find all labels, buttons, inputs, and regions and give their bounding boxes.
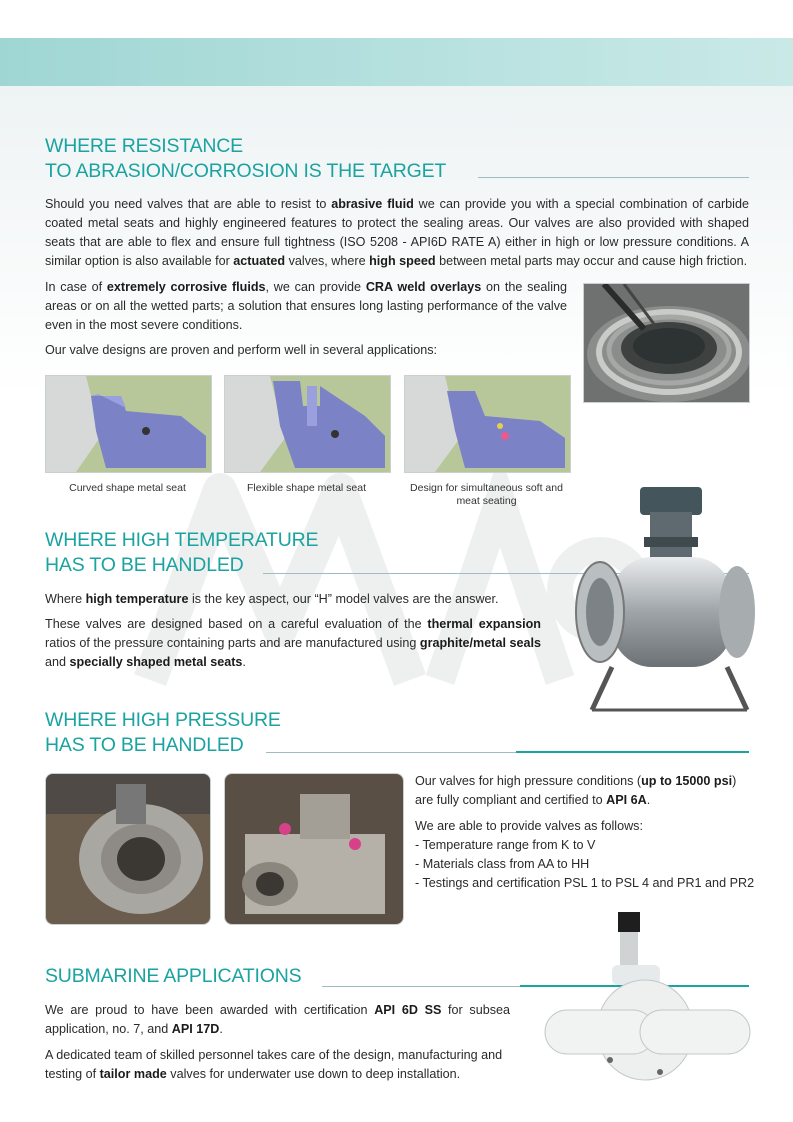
- temperature-paragraph-1: Where high temperature is the key aspect, our “H” model valves are the answer.: [45, 592, 499, 606]
- title-rule: [322, 986, 520, 987]
- section-title-pressure: WHERE HIGH PRESSURE HAS TO BE HANDLED: [45, 709, 281, 756]
- section-title-submarine: SUBMARINE APPLICATIONS: [45, 965, 302, 987]
- curved-seat-diagram: [45, 375, 212, 473]
- submarine-paragraph-2: A dedicated team of skilled personnel takes care of the design, manufacturing and testing of tailor made valves for underwater use down to deep installation.: [45, 1048, 503, 1081]
- list-item: - Materials class from AA to HH: [415, 855, 765, 874]
- pressure-paragraph-2: We are able to provide valves as follows:: [415, 819, 643, 833]
- soft-metal-seat-diagram: [404, 375, 571, 473]
- section-title-temperature: WHERE HIGH TEMPERATURE HAS TO BE HANDLED: [45, 529, 319, 576]
- flexible-seat-diagram: [224, 375, 391, 473]
- caption-flexible-seat: Flexible shape metal seat: [246, 482, 367, 494]
- high-temperature-valve-image: [572, 482, 757, 712]
- pressure-capabilities-list: [415, 836, 765, 893]
- subsea-valve-image: [540, 910, 755, 1082]
- header-band: [0, 38, 793, 86]
- abrasion-paragraph-1: Should you need valves that are able to resist to abrasive fluid we can provide you with a special combination of carbide coated metal seats and highly engineered features to protect the sealing areas. Our valves are also provided with shaped seats that are able to flex and ensure full tightness (ISO 5208 - API6D RATE A) either in high or low pressure conditions. A similar option is also available for actuated valves, where high speed between metal parts may occur and cause high friction.: [45, 197, 749, 268]
- title-rule: [478, 177, 749, 178]
- weld-overlay-photo: [583, 283, 750, 403]
- temperature-paragraph-2: These valves are designed based on a careful evaluation of the thermal expansion ratios of the pressure containing parts and are manufactured using graphite/metal seals and specially shaped metal seats.: [45, 617, 542, 669]
- section-title-abrasion: WHERE RESISTANCE TO ABRASION/CORROSION IS THE TARGET: [45, 135, 447, 182]
- title-rule-accent: [516, 751, 749, 753]
- high-pressure-valve-photo-1: [45, 773, 211, 925]
- high-pressure-valve-photo-2: [224, 773, 404, 925]
- abrasion-paragraph-2: In case of extremely corrosive fluids, we can provide CRA weld overlays on the sealing areas or on all the wetted parts; a solution that ensures long lasting performance of the valve even in the most severe conditions.: [45, 280, 568, 332]
- abrasion-paragraph-3: Our valve designs are proven and perform well in several applications:: [45, 343, 438, 357]
- title-rule: [266, 752, 516, 753]
- list-item: - Testings and certification PSL 1 to PSL 4 and PR1 and PR2: [415, 874, 765, 893]
- caption-soft-metal-seat: Design for simultaneous soft and meat seating: [410, 482, 563, 507]
- submarine-paragraph-1: We are proud to have been awarded with certification API 6D SS for subsea application, no. 7, and API 17D.: [45, 1003, 511, 1036]
- list-item: - Temperature range from K to V: [415, 836, 765, 855]
- pressure-paragraph-1: Our valves for high pressure conditions (up to 15000 psi) are fully compliant and certified to API 6A.: [415, 774, 737, 807]
- caption-curved-seat: Curved shape metal seat: [69, 482, 186, 494]
